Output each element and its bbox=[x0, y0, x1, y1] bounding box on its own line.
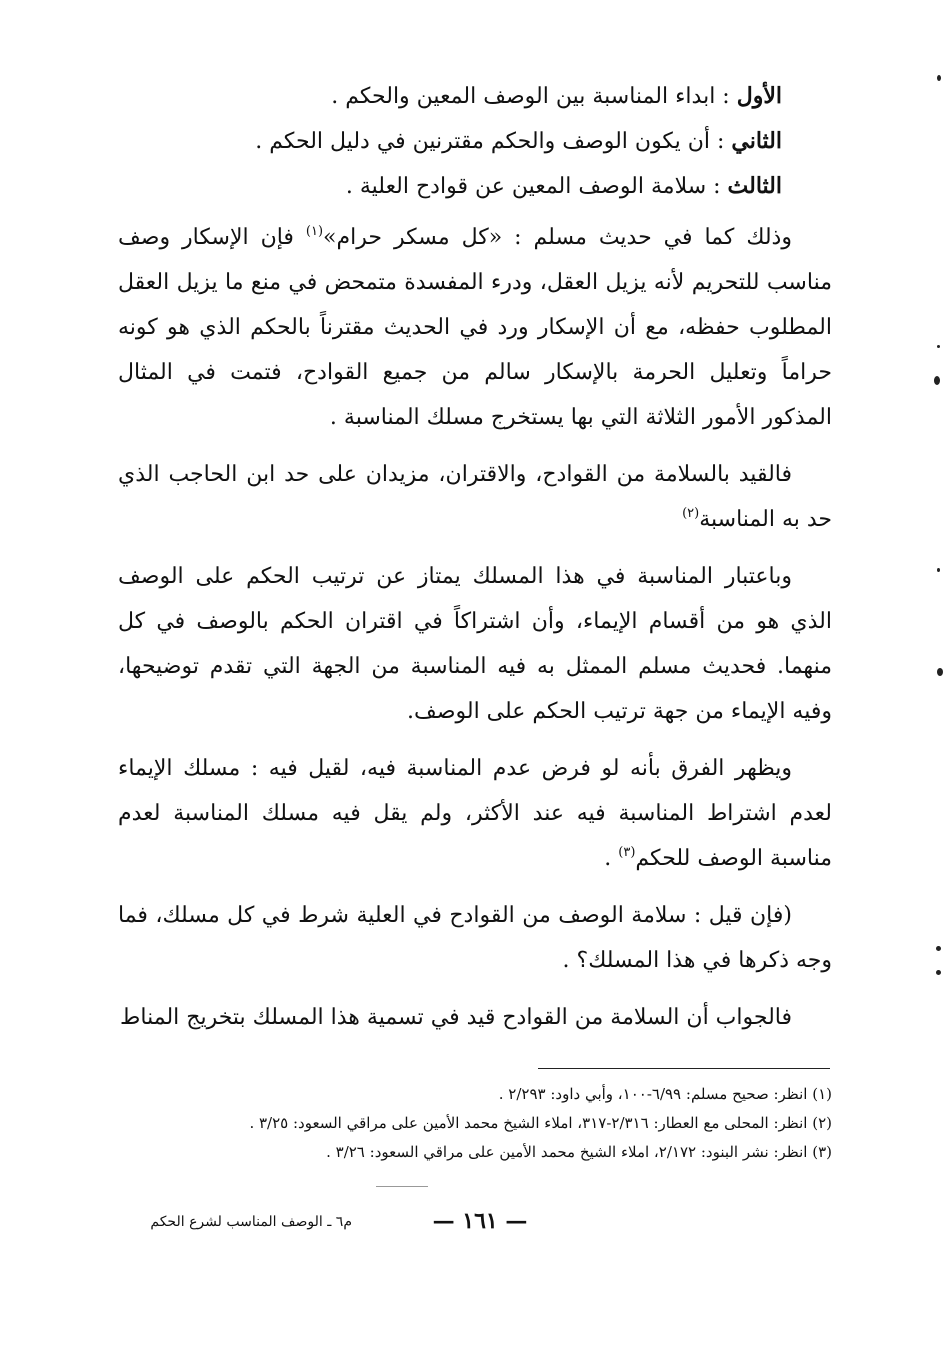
paragraph bbox=[118, 746, 832, 881]
scan-speck bbox=[936, 970, 941, 975]
condition-text: : ابداء المناسبة بين الوصف المعين والحكم . bbox=[331, 84, 737, 109]
paragraph-text: فالقيد بالسلامة من القوادح، والاقتران، مزيدان على حد ابن الحاجب الذي حد به المناسبة bbox=[118, 462, 832, 532]
scan-speck bbox=[936, 946, 941, 951]
condition-text: : أن يكون الوصف والحكم مقترنين في دليل الحكم . bbox=[255, 129, 732, 154]
footnote-marker: (٣) bbox=[618, 845, 636, 860]
scan-speck bbox=[937, 668, 943, 676]
footnote: (٢) انظر: المحلى مع العطار: ٢/٣١٦-٣١٧، املاء الشيخ محمد الأمين على مراقي السعود: ٣/٢٥ . bbox=[249, 1114, 832, 1132]
condition-first bbox=[118, 74, 832, 119]
paragraph-text: فالجواب أن السلامة من القوادح قيد في تسمية هذا المسلك بتخريج المناط bbox=[120, 1005, 792, 1030]
scan-speck bbox=[937, 345, 940, 348]
paragraph-text: وباعتبار المناسبة في هذا المسلك يمتاز عن ترتيب الحكم على الوصف الذي هو من أقسام الإيماء، وأن اشتراكاً في اقتران الحكم بالوصف في كل منهما. فحديث مسلم الممثل به فيه المناسبة من الجهة التي تقدم توضيحها، وفيه الإيماء من جهة ترتيب الحكم على الوصف. bbox=[118, 564, 832, 724]
scan-speck bbox=[937, 568, 940, 572]
paragraph bbox=[118, 893, 832, 983]
paragraph bbox=[118, 215, 832, 440]
condition-text: : سلامة الوصف المعين عن قوادح العلية . bbox=[345, 174, 728, 199]
footnotes bbox=[118, 1080, 832, 1167]
footnote-marker: (٢) bbox=[682, 506, 700, 521]
footer-divider bbox=[376, 1186, 428, 1187]
main-text bbox=[118, 74, 832, 1052]
paragraph bbox=[118, 554, 832, 734]
paragraph-text: . bbox=[604, 846, 619, 871]
page-number: — ١٦١ — bbox=[432, 1208, 528, 1234]
footnote: (٣) انظر: نشر البنود: ٢/١٧٢، املاء الشيخ محمد الأمين على مراقي السعود: ٣/٢٦ . bbox=[326, 1143, 832, 1161]
running-footer: م٦ ـ الوصف المناسب لشرع الحكم bbox=[150, 1214, 352, 1230]
condition-label: الثالث bbox=[727, 173, 782, 199]
scan-speck bbox=[934, 376, 940, 385]
paragraph bbox=[118, 452, 832, 542]
condition-label: الأول bbox=[736, 83, 782, 109]
footnote-divider bbox=[538, 1068, 830, 1069]
paragraph-text: وذلك كما في حديث مسلم : «كل مسكر حرام» bbox=[323, 225, 792, 250]
condition-label: الثاني bbox=[731, 128, 782, 154]
scan-speck bbox=[937, 75, 941, 81]
footnote-marker: (١) bbox=[305, 224, 324, 239]
paragraph bbox=[118, 995, 832, 1040]
footnote: (١) انظر: صحيح مسلم: ٦/٩٩-١٠٠، وأبي داود: ٢/٢٩٣ . bbox=[498, 1085, 832, 1103]
condition-second bbox=[118, 119, 832, 164]
paragraph-text: ويظهر الفرق بأنه لو فرض عدم المناسبة فيه، لقيل فيه : مسلك الإيماء لعدم اشتراط المناسبة فيه عند الأكثر، ولم يقل فيه مسلك المناسبة لعدم مناسبة الوصف للحكم bbox=[118, 756, 832, 871]
paragraph-text: (فإن قيل : سلامة الوصف من القوادح في العلية شرط في كل مسلك، فما وجه ذكرها في هذا المسلك؟ . bbox=[118, 903, 832, 973]
paragraph-text: فإن الإسكار وصف مناسب للتحريم لأنه يزيل العقل، ودرء المفسدة متمحض في منع ما يزيل العقل المطلوب حفظه، مع أن الإسكار ورد في الحديث مقترناً بالحكم الذي هو كونه حراماً وتعليل الحرمة بالإسكار سالم من جميع القوادح، فتمت في المثال المذكور الأمور الثلاثة التي بها يستخرج مسلك المناسبة . bbox=[118, 225, 832, 430]
condition-third bbox=[118, 164, 832, 209]
